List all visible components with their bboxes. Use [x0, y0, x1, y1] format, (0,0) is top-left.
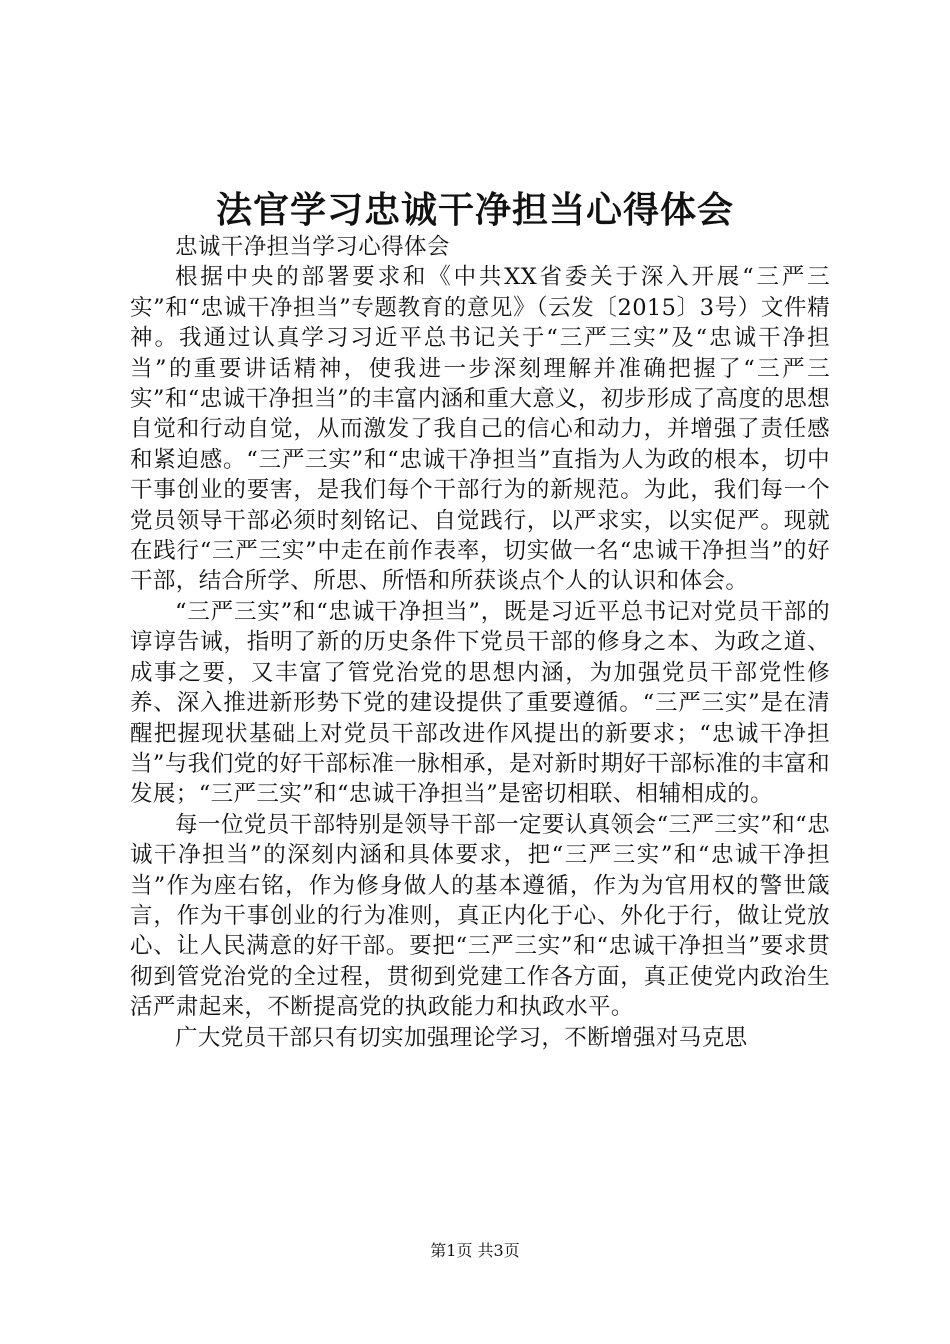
paragraph-3: 每一位党员干部特别是领导干部一定要认真领会“三严三实”和“忠诚干净担当”的深刻内涵和具体要求，把“三严三实”和“忠诚干净担当”作为座右铭，作为修身做人的基本遵循，作为为官用权的警世箴言，作为干事创业的行为准则，真正内化于心、外化于行，做让党放心、让人民满意的好干部。要把“三严三实”和“忠诚干净担当”要求贯彻到管党治党的全过程，贯彻到党建工作各方面，真正使党内政治生活严肃起来，不断提高党的执政能力和执政水平。: [130, 811, 830, 1021]
document-title: 法官学习忠诚干净担当心得体会: [215, 189, 734, 231]
document-body: [130, 232, 830, 1053]
page-footer: 第1页 共3页: [430, 1241, 520, 1260]
paragraph-1: 根据中央的部署要求和《中共XX省委关于深入开展“三严三实”和“忠诚干净担当”专题教育的意见》（云发〔2015〕3号）文件精神。我通过认真学习习近平总书记关于“三严三实”及“忠诚干净担当”的重要讲话精神，使我进一步深刻理解并准确把握了“三严三实”和“忠诚干净担当”的丰富内涵和重大意义，初步形成了高度的思想自觉和行动自觉，从而激发了我自己的信心和动力，并增强了责任感和紧迫感。“三严三实”和“忠诚干净担当”直指为人为政的根本，切中干事创业的要害，是我们每个干部行为的新规范。为此，我们每一个党员领导干部必须时刻铭记、自觉践行，以严求实，以实促严。现就在践行“三严三实”中走在前作表率，切实做一名“忠诚干净担当”的好干部，结合所学、所思、所悟和所获谈点个人的认识和体会。: [130, 264, 830, 595]
paragraph-2: “三严三实”和“忠诚干净担当”，既是习近平总书记对党员干部的谆谆告诫，指明了新的历史条件下党员干部的修身之本、为政之道、成事之要，又丰富了管党治党的思想内涵，为加强党员干部党性修养、深入推进新形势下党的建设提供了重要遵循。“三严三实”是在清醒把握现状基础上对党员干部改进作风提出的新要求；“忠诚干净担当”与我们党的好干部标准一脉相承，是对新时期好干部标准的丰富和发展；“三严三实”和“忠诚干净担当”是密切相联、相辅相成的。: [130, 598, 830, 808]
paragraph-subtitle: 忠诚干净担当学习心得体会: [175, 234, 450, 260]
paragraph-4: 广大党员干部只有切实加强理论学习，不断增强对马克思: [175, 1024, 748, 1051]
